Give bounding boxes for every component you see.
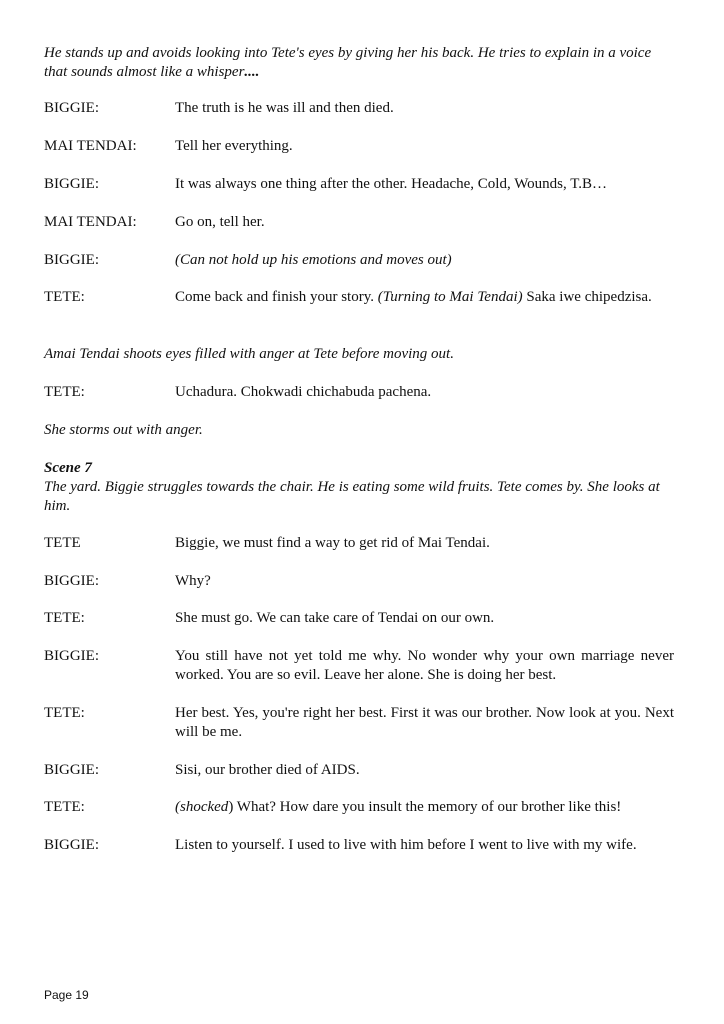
speaker-name: TETE:	[44, 289, 85, 305]
stage-direction: She storms out with anger.	[44, 422, 203, 438]
line-text: She must go. We can take care of Tendai on our own.	[175, 610, 495, 626]
stage-direction-intro	[44, 44, 674, 82]
line-text: Go on, tell her.	[175, 214, 265, 230]
speaker-name: TETE:	[44, 610, 85, 626]
speaker-name: TETE	[44, 535, 81, 551]
paren-close: )	[228, 799, 234, 815]
line-text: Why?	[175, 573, 211, 589]
scene-heading: Scene 7	[44, 460, 92, 476]
line-text: You still have not yet told me why. No wonder why your own marriage never worked. You are so evil. Leave her alone. She is doing her best.	[175, 648, 674, 683]
line-part: Come back and finish your story.	[175, 289, 374, 305]
scene-direction: The yard. Biggie struggles towards the chair. He is eating some wild fruits. Tete comes by. She looks at him.	[44, 479, 660, 514]
line-text: It was always one thing after the other. Headache, Cold, Wounds, T.B…	[175, 176, 608, 192]
line-text: Uchadura. Chokwadi chichabuda pachena.	[175, 384, 432, 400]
speaker-name: TETE:	[44, 799, 85, 815]
speaker-name: BIGGIE:	[44, 837, 99, 853]
speaker-name: BIGGIE:	[44, 762, 99, 778]
line-text	[175, 798, 674, 817]
stage-direction-text: He stands up and avoids looking into Tete's eyes by giving her his back. He tries to explain in a voice that sounds almost like a whisper	[44, 45, 652, 80]
ellipsis: ....	[244, 64, 260, 80]
line-text: (Can not hold up his emotions and moves out)	[175, 252, 452, 268]
line-text: Her best. Yes, you're right her best. First it was our brother. Now look at you. Next will be me.	[175, 705, 674, 740]
inline-direction: (shocked	[175, 799, 229, 815]
speaker-name: BIGGIE:	[44, 648, 99, 664]
line-part: What? How dare you insult the memory of our brother like this!	[233, 799, 622, 815]
speaker-name: BIGGIE:	[44, 252, 99, 268]
page-number: Page 19	[44, 988, 89, 1002]
line-text: Biggie, we must find a way to get rid of Mai Tendai.	[175, 535, 490, 551]
inline-direction: (Turning to Mai Tendai)	[377, 289, 523, 305]
stage-direction: Amai Tendai shoots eyes filled with anger at Tete before moving out.	[44, 346, 454, 362]
speaker-name: TETE:	[44, 384, 85, 400]
line-text: Sisi, our brother died of AIDS.	[175, 762, 360, 778]
speaker-name: MAI TENDAI:	[44, 138, 137, 154]
line-text: Tell her everything.	[175, 138, 293, 154]
speaker-name: BIGGIE:	[44, 573, 99, 589]
line-text: The truth is he was ill and then died.	[175, 100, 394, 116]
speaker-name: BIGGIE:	[44, 100, 99, 116]
line-part: Saka iwe chipedzisa.	[526, 289, 652, 305]
line-text: Listen to yourself. I used to live with him before I went to live with my wife.	[175, 837, 637, 853]
line-text	[175, 288, 674, 307]
speaker-name: MAI TENDAI:	[44, 214, 137, 230]
speaker-name: BIGGIE:	[44, 176, 99, 192]
speaker-name: TETE:	[44, 705, 85, 721]
